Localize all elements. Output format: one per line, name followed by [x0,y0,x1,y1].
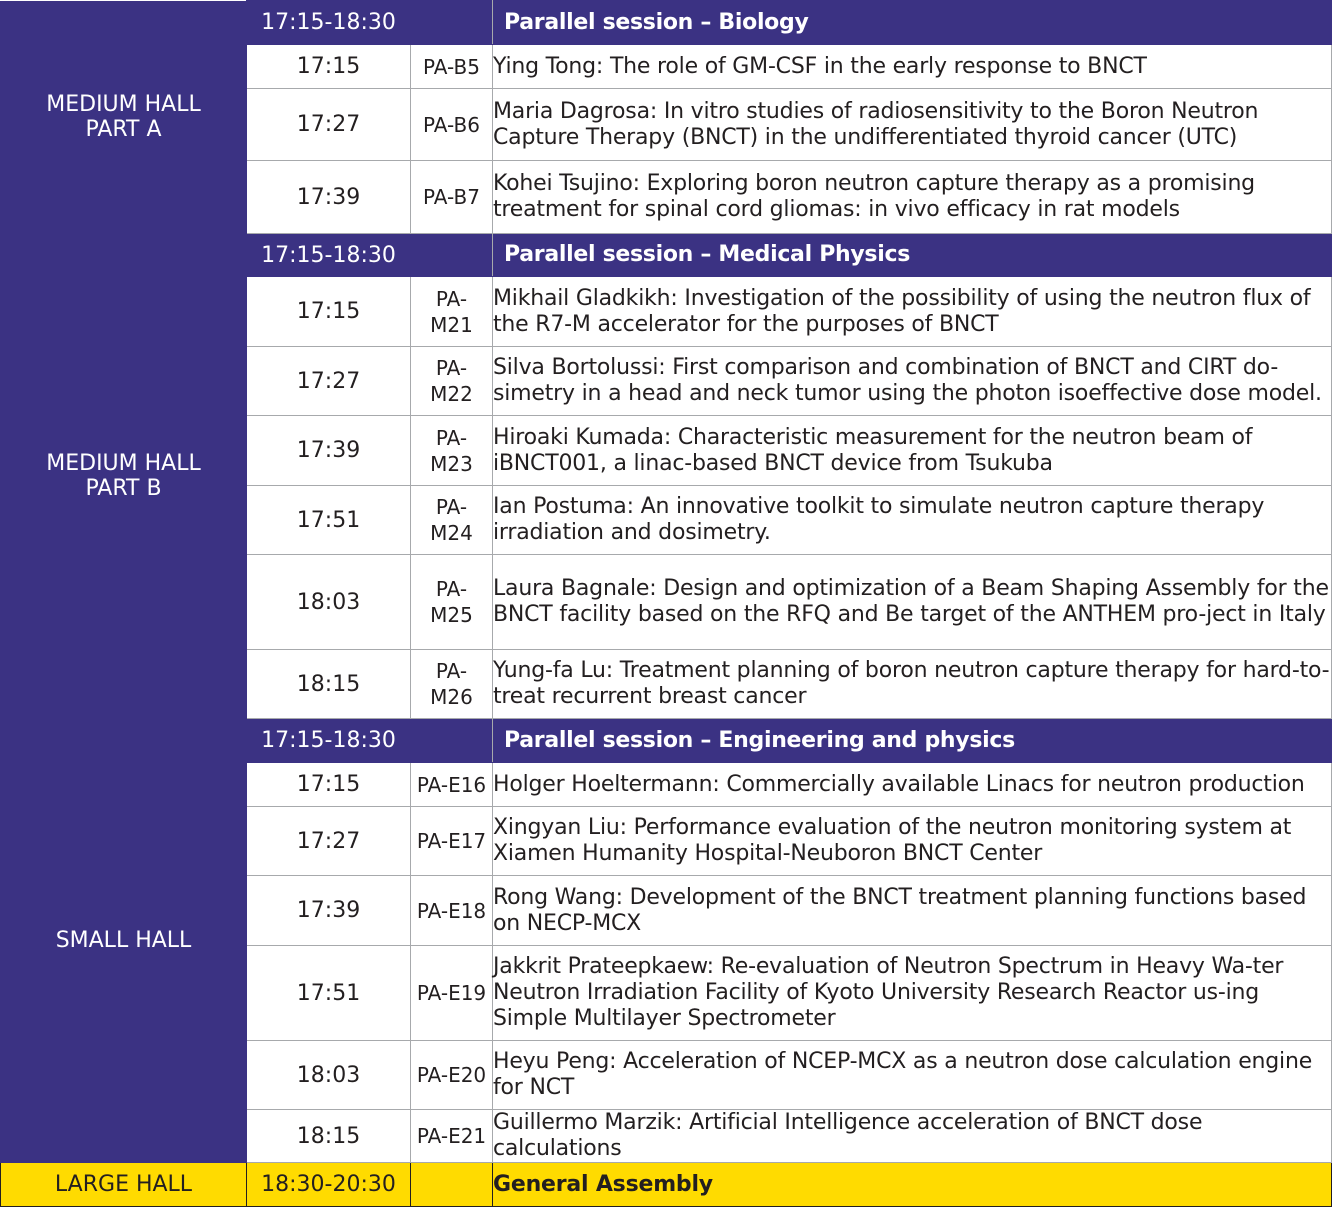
session-header-row [1,1,1332,45]
talk-code: PA-B5 [411,45,493,89]
talk-title: Holger Hoeltermann: Commercially available Linacs for neutron production [493,763,1332,807]
hall-label: SMALL HALL [1,719,247,1163]
hall-label: MEDIUM HALL PART B [1,234,247,719]
session-header-row [1,719,1332,763]
talk-time: 18:15 [247,1110,411,1163]
talk-code: PA-E18 [411,876,493,946]
talk-code: PA- M25 [411,555,493,650]
talk-title: Xingyan Liu: Performance evaluation of the neutron monitoring system at Xiamen Humanity Hospital-Neuboron BNCT Center [493,807,1332,876]
hall-label: MEDIUM HALL PART A [1,1,247,234]
talk-title: Kohei Tsujino: Exploring boron neutron capture therapy as a promising treatment for spinal cord gliomas: in vivo efficacy in rat models [493,161,1332,234]
talk-time: 18:15 [247,650,411,719]
talk-code: PA- M22 [411,347,493,416]
talk-time: 17:39 [247,416,411,486]
session-title: Parallel session – Medical Physics [493,234,1332,277]
talk-title: Maria Dagrosa: In vitro studies of radiosensitivity to the Boron Neutron Capture Therapy (BNCT) in the undifferentiated thyroid cancer (UTC) [493,89,1332,161]
talk-code: PA-E19 [411,946,493,1041]
talk-title: Ian Postuma: An innovative toolkit to simulate neutron capture therapy irradiation and dosimetry. [493,486,1332,555]
talk-code: PA- M26 [411,650,493,719]
talk-time: 17:39 [247,876,411,946]
talk-time: 17:15 [247,277,411,347]
session-code [411,1,493,45]
talk-time: 17:15 [247,763,411,807]
session-title: Parallel session – Engineering and physics [493,719,1332,763]
talk-code: PA-B7 [411,161,493,234]
talk-code: PA-E17 [411,807,493,876]
talk-time: 17:51 [247,946,411,1041]
talk-time: 17:15 [247,45,411,89]
talk-time: 17:51 [247,486,411,555]
talk-code: PA-E21 [411,1110,493,1163]
talk-title: Heyu Peng: Acceleration of NCEP-MCX as a neutron dose calculation engine for NCT [493,1041,1332,1110]
general-hall: LARGE HALL [1,1163,247,1207]
general-title: General Assembly [493,1163,1332,1207]
session-time-range: 17:15-18:30 [247,234,411,277]
general-time: 18:30-20:30 [247,1163,411,1207]
talk-title: Rong Wang: Development of the BNCT treatment planning functions based on NECP-MCX [493,876,1332,946]
session-time-range: 17:15-18:30 [247,1,411,45]
talk-code: PA-E16 [411,763,493,807]
talk-title: Ying Tong: The role of GM-CSF in the early response to BNCT [493,45,1332,89]
session-code [411,719,493,763]
talk-time: 17:39 [247,161,411,234]
talk-code: PA- M23 [411,416,493,486]
talk-code: PA- M21 [411,277,493,347]
talk-time: 17:27 [247,347,411,416]
session-title: Parallel session – Biology [493,1,1332,45]
session-header-row [1,234,1332,277]
talk-title: Mikhail Gladkikh: Investigation of the possibility of using the neutron flux of the R7-M accelerator for the purposes of BNCT [493,277,1332,347]
talk-code: PA-E20 [411,1041,493,1110]
talk-time: 17:27 [247,807,411,876]
talk-time: 17:27 [247,89,411,161]
talk-title: Yung-fa Lu: Treatment planning of boron neutron capture therapy for hard-to-treat recurrent breast cancer [493,650,1332,719]
talk-code: PA-B6 [411,89,493,161]
talk-title: Hiroaki Kumada: Characteristic measurement for the neutron beam of iBNCT001, a linac-based BNCT device from Tsukuba [493,416,1332,486]
talk-code: PA- M24 [411,486,493,555]
talk-time: 18:03 [247,1041,411,1110]
talk-title: Laura Bagnale: Design and optimization of a Beam Shaping Assembly for the BNCT facility based on the RFQ and Be target of the ANTHEM pro-ject in Italy [493,555,1332,650]
session-code [411,234,493,277]
talk-time: 18:03 [247,555,411,650]
talk-title: Silva Bortolussi: First comparison and combination of BNCT and CIRT do-simetry in a head and neck tumor using the photon isoeffective dose model. [493,347,1332,416]
talk-title: Guillermo Marzik: Artificial Intelligence acceleration of BNCT dose calculations [493,1110,1332,1163]
talk-title: Jakkrit Prateepkaew: Re-evaluation of Neutron Spectrum in Heavy Wa-ter Neutron Irradiation Facility of Kyoto University Research Reactor us-ing Simple Multilayer Spectrometer [493,946,1332,1041]
session-time-range: 17:15-18:30 [247,719,411,763]
